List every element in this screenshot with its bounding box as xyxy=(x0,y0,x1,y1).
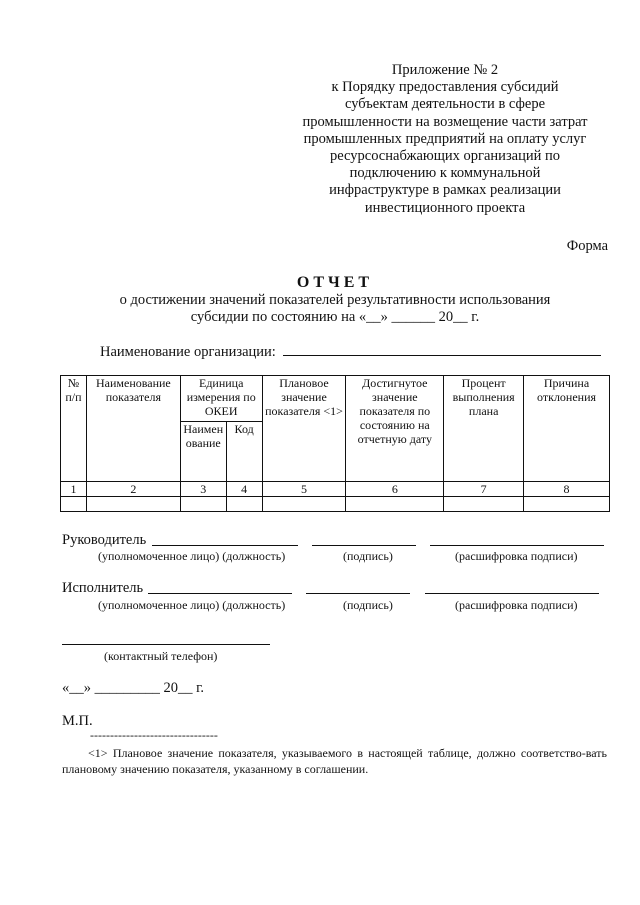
organization-field-line[interactable] xyxy=(283,343,601,356)
report-subtitle-line2: субсидии по состоянию на «__» ______ 20__ г. xyxy=(190,309,480,325)
header-num: № п/п xyxy=(61,376,87,482)
appendix-line: субъектам деятельности в сфере xyxy=(344,96,546,113)
phone-field[interactable] xyxy=(62,632,270,645)
table-cell[interactable] xyxy=(180,497,226,512)
table-cell[interactable] xyxy=(226,497,262,512)
report-title: ОТЧЕТ xyxy=(296,274,374,291)
head-signature-field[interactable] xyxy=(312,532,416,546)
header-achieved: Достигнутое значение показателя по состоянию на отчетную дату xyxy=(346,376,444,482)
column-number: 5 xyxy=(262,482,346,497)
appendix-line: инфраструктуре в рамках реализации xyxy=(329,182,561,199)
executor-label: Исполнитель xyxy=(62,580,144,596)
appendix-line: Приложение № 2 xyxy=(391,62,499,78)
executor-decoding-field[interactable] xyxy=(425,580,599,594)
footnote-text: <1> Плановое значение показателя, указываемого в настоящей таблице, должно соответство-вать плановому значению показателя, указанному в соглашении. xyxy=(62,746,607,776)
form-label: Форма xyxy=(566,238,608,254)
report-subtitle xyxy=(80,292,590,326)
column-number: 8 xyxy=(524,482,610,497)
executor-signature-row xyxy=(62,580,143,597)
organization-row xyxy=(100,343,601,361)
report-subtitle-line1: о достижении значений показателей результативности использования xyxy=(119,292,551,308)
header-indicator: Наименование показателя xyxy=(86,376,180,482)
head-label: Руководитель xyxy=(62,532,147,548)
head-decoding-field[interactable] xyxy=(430,532,604,546)
executor-signature-caption: (подпись) xyxy=(343,598,393,612)
head-position-field[interactable] xyxy=(152,532,298,546)
header-unit-name: Наименование xyxy=(180,422,226,482)
header-unit-code: Код xyxy=(226,422,262,482)
table-cell[interactable] xyxy=(444,497,524,512)
stamp-label: М.П. xyxy=(62,713,93,729)
header-percent: Процент выполнения плана xyxy=(444,376,524,482)
header-reason: Причина отклонения xyxy=(524,376,610,482)
executor-decoding-caption: (расшифровка подписи) xyxy=(455,598,578,612)
column-number: 6 xyxy=(346,482,444,497)
column-number: 1 xyxy=(61,482,87,497)
organization-label: Наименование организации: xyxy=(100,344,276,360)
indicators-table xyxy=(60,375,610,512)
head-position-caption: (уполномоченное лицо) (должность) xyxy=(98,549,286,563)
table-cell[interactable] xyxy=(61,497,87,512)
head-decoding-caption: (расшифровка подписи) xyxy=(455,549,578,563)
table-cell[interactable] xyxy=(86,497,180,512)
appendix-header xyxy=(300,62,590,217)
appendix-line: ресурсоснабжающих организаций по xyxy=(329,148,561,165)
head-signature-caption: (подпись) xyxy=(343,549,393,563)
appendix-line: к Порядку предоставления субсидий xyxy=(331,79,559,96)
table-cell[interactable] xyxy=(346,497,444,512)
appendix-line: инвестиционного проекта xyxy=(364,199,526,216)
appendix-line: подключению к коммунальной xyxy=(349,165,541,182)
appendix-line: промышленных предприятий на оплату услуг xyxy=(303,130,587,147)
appendix-line: промышленности на возмещение части затрат xyxy=(302,113,588,130)
executor-position-field[interactable] xyxy=(148,580,292,594)
head-signature-row xyxy=(62,532,146,549)
table-row[interactable] xyxy=(61,497,610,512)
header-planned: Плановое значение показателя <1> xyxy=(262,376,346,482)
table-cell[interactable] xyxy=(524,497,610,512)
header-unit: Единица измерения по ОКЕИ xyxy=(180,376,262,422)
executor-position-caption: (уполномоченное лицо) (должность) xyxy=(98,598,286,612)
table-cell[interactable] xyxy=(262,497,346,512)
column-number: 2 xyxy=(86,482,180,497)
footnote-separator: -------------------------------- xyxy=(90,728,218,742)
executor-signature-field[interactable] xyxy=(306,580,410,594)
column-number: 3 xyxy=(180,482,226,497)
phone-caption: (контактный телефон) xyxy=(104,649,218,663)
column-number: 7 xyxy=(444,482,524,497)
column-number: 4 xyxy=(226,482,262,497)
date-line: «__» _________ 20__ г. xyxy=(62,680,205,696)
